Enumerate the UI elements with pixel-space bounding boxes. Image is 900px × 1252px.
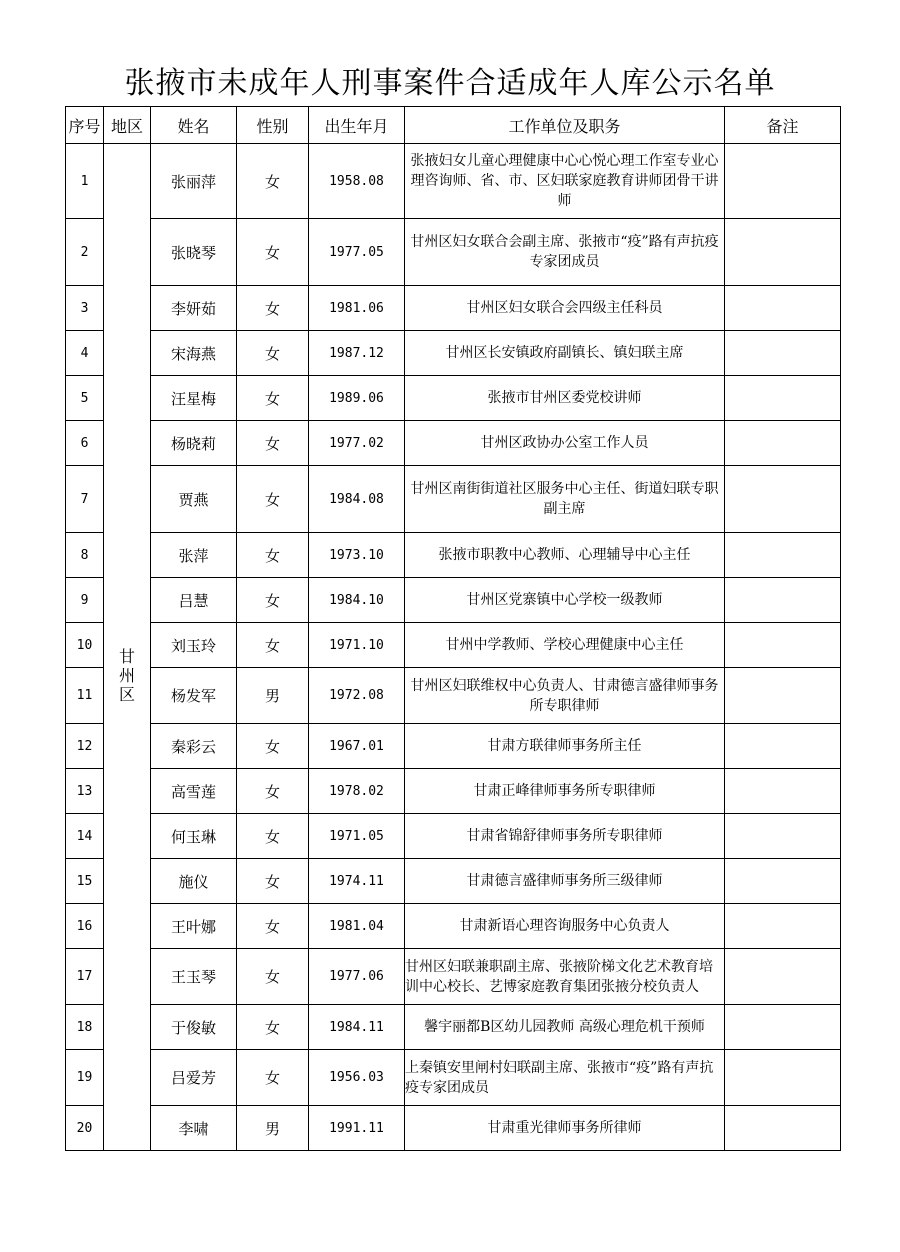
name-cell: 张丽萍 [151,144,237,219]
work-cell: 甘州区党寨镇中心学校一级教师 [405,578,725,623]
gender-cell: 女 [237,904,309,949]
table-row [66,376,841,421]
table-row [66,668,841,724]
seq-cell: 16 [66,904,104,949]
note-cell [725,376,841,421]
table-row [66,578,841,623]
note-cell [725,949,841,1005]
seq-cell: 2 [66,219,104,286]
name-cell: 宋海燕 [151,331,237,376]
birth-cell: 1981.04 [309,904,405,949]
note-cell [725,466,841,533]
birth-cell: 1981.06 [309,286,405,331]
note-cell [725,1050,841,1106]
birth-cell: 1977.06 [309,949,405,1005]
seq-cell: 8 [66,533,104,578]
work-cell: 甘肃正峰律师事务所专职律师 [405,769,725,814]
seq-cell: 5 [66,376,104,421]
table-row [66,219,841,286]
table-row [66,421,841,466]
work-cell: 甘州区妇联维权中心负责人、甘肃德言盛律师事务所专职律师 [405,668,725,724]
table-row [66,144,841,219]
table-row [66,949,841,1005]
gender-cell: 女 [237,859,309,904]
note-cell [725,724,841,769]
gender-cell: 女 [237,623,309,668]
table-row [66,466,841,533]
header-region: 地区 [104,107,151,144]
header-name: 姓名 [151,107,237,144]
work-cell: 甘肃德言盛律师事务所三级律师 [405,859,725,904]
birth-cell: 1972.08 [309,668,405,724]
gender-cell: 女 [237,466,309,533]
birth-cell: 1977.05 [309,219,405,286]
birth-cell: 1991.11 [309,1106,405,1151]
gender-cell: 女 [237,724,309,769]
name-cell: 张晓琴 [151,219,237,286]
birth-cell: 1971.10 [309,623,405,668]
birth-cell: 1984.11 [309,1005,405,1050]
table-row [66,1005,841,1050]
table-row [66,1106,841,1151]
seq-cell: 4 [66,331,104,376]
work-cell: 甘州区妇联兼职副主席、张掖阶梯文化艺术教育培训中心校长、艺博家庭教育集团张掖分校负责人 [405,949,725,1005]
header-birth: 出生年月 [309,107,405,144]
table-row [66,623,841,668]
seq-cell: 17 [66,949,104,1005]
gender-cell: 女 [237,286,309,331]
header-row [66,107,841,144]
seq-cell: 14 [66,814,104,859]
work-cell: 甘州区妇女联合会四级主任科员 [405,286,725,331]
work-cell: 甘州区南街街道社区服务中心主任、街道妇联专职副主席 [405,466,725,533]
work-cell: 馨宇丽都B区幼儿园教师 高级心理危机干预师 [405,1005,725,1050]
note-cell [725,623,841,668]
table-row [66,859,841,904]
note-cell [725,1005,841,1050]
seq-cell: 20 [66,1106,104,1151]
birth-cell: 1984.08 [309,466,405,533]
note-cell [725,814,841,859]
name-cell: 杨发军 [151,668,237,724]
seq-cell: 12 [66,724,104,769]
birth-cell: 1987.12 [309,331,405,376]
gender-cell: 女 [237,376,309,421]
name-cell: 施仪 [151,859,237,904]
seq-cell: 15 [66,859,104,904]
name-cell: 高雪莲 [151,769,237,814]
birth-cell: 1984.10 [309,578,405,623]
name-cell: 刘玉玲 [151,623,237,668]
name-cell: 何玉琳 [151,814,237,859]
region-cell [104,144,151,1151]
page-title: 张掖市未成年人刑事案件合适成年人库公示名单 [124,66,776,101]
note-cell [725,421,841,466]
note-cell [725,219,841,286]
roster-table [65,106,841,1151]
work-cell: 张掖妇女儿童心理健康中心心悦心理工作室专业心理咨询师、省、市、区妇联家庭教育讲师团骨干讲师 [405,144,725,219]
name-cell: 秦彩云 [151,724,237,769]
gender-cell: 女 [237,331,309,376]
work-cell: 上秦镇安里闸村妇联副主席、张掖市“疫”路有声抗疫专家团成员 [405,1050,725,1106]
work-cell: 甘肃省锦舒律师事务所专职律师 [405,814,725,859]
note-cell [725,1106,841,1151]
seq-cell: 13 [66,769,104,814]
note-cell [725,578,841,623]
seq-cell: 19 [66,1050,104,1106]
table-row [66,331,841,376]
gender-cell: 女 [237,769,309,814]
table-row [66,769,841,814]
table-row [66,533,841,578]
gender-cell: 女 [237,533,309,578]
birth-cell: 1978.02 [309,769,405,814]
note-cell [725,859,841,904]
birth-cell: 1989.06 [309,376,405,421]
gender-cell: 男 [237,668,309,724]
work-cell: 甘肃重光律师事务所律师 [405,1106,725,1151]
seq-cell: 18 [66,1005,104,1050]
note-cell [725,904,841,949]
note-cell [725,533,841,578]
table-row [66,724,841,769]
work-cell: 甘州中学教师、学校心理健康中心主任 [405,623,725,668]
note-cell [725,144,841,219]
seq-cell: 3 [66,286,104,331]
header-work: 工作单位及职务 [405,107,725,144]
gender-cell: 女 [237,219,309,286]
note-cell [725,286,841,331]
birth-cell: 1971.05 [309,814,405,859]
seq-cell: 10 [66,623,104,668]
birth-cell: 1967.01 [309,724,405,769]
seq-cell: 11 [66,668,104,724]
birth-cell: 1973.10 [309,533,405,578]
table-row [66,1050,841,1106]
gender-cell: 男 [237,1106,309,1151]
region-label: 甘州区 [119,646,136,704]
work-cell: 张掖市甘州区委党校讲师 [405,376,725,421]
header-seq: 序号 [66,107,104,144]
name-cell: 吕爱芳 [151,1050,237,1106]
work-cell: 甘肃方联律师事务所主任 [405,724,725,769]
seq-cell: 9 [66,578,104,623]
header-note: 备注 [725,107,841,144]
gender-cell: 女 [237,949,309,1005]
header-gender: 性别 [237,107,309,144]
birth-cell: 1974.11 [309,859,405,904]
note-cell [725,769,841,814]
name-cell: 吕慧 [151,578,237,623]
work-cell: 甘州区长安镇政府副镇长、镇妇联主席 [405,331,725,376]
note-cell [725,331,841,376]
birth-cell: 1956.03 [309,1050,405,1106]
name-cell: 汪星梅 [151,376,237,421]
name-cell: 王叶娜 [151,904,237,949]
work-cell: 甘肃新语心理咨询服务中心负责人 [405,904,725,949]
work-cell: 张掖市职教中心教师、心理辅导中心主任 [405,533,725,578]
name-cell: 王玉琴 [151,949,237,1005]
name-cell: 贾燕 [151,466,237,533]
seq-cell: 6 [66,421,104,466]
gender-cell: 女 [237,1050,309,1106]
gender-cell: 女 [237,814,309,859]
gender-cell: 女 [237,421,309,466]
table-row [66,814,841,859]
name-cell: 李妍茹 [151,286,237,331]
name-cell: 李啸 [151,1106,237,1151]
gender-cell: 女 [237,578,309,623]
name-cell: 张萍 [151,533,237,578]
seq-cell: 1 [66,144,104,219]
table-row [66,286,841,331]
note-cell [725,668,841,724]
gender-cell: 女 [237,1005,309,1050]
table-row [66,904,841,949]
birth-cell: 1958.08 [309,144,405,219]
birth-cell: 1977.02 [309,421,405,466]
work-cell: 甘州区政协办公室工作人员 [405,421,725,466]
seq-cell: 7 [66,466,104,533]
name-cell: 杨晓莉 [151,421,237,466]
work-cell: 甘州区妇女联合会副主席、张掖市“疫”路有声抗疫专家团成员 [405,219,725,286]
name-cell: 于俊敏 [151,1005,237,1050]
gender-cell: 女 [237,144,309,219]
